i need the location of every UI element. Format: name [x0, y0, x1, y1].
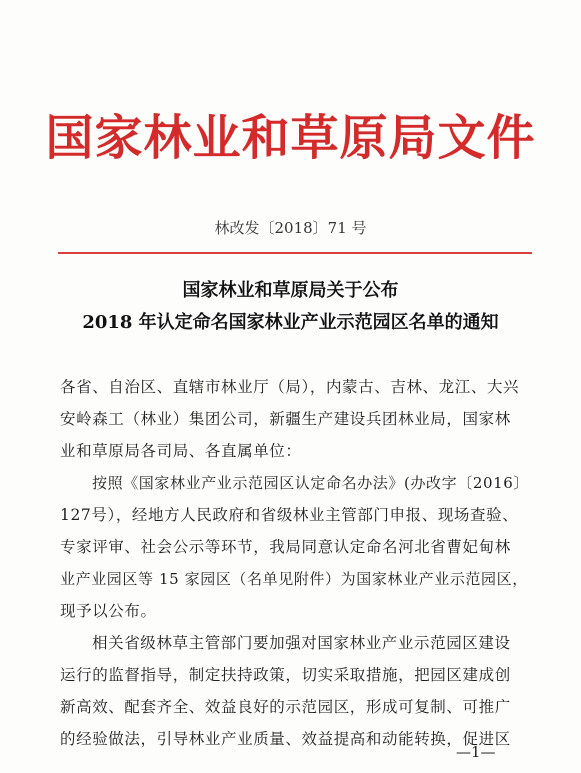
document-number: 林改发〔2018〕71 号: [214, 219, 367, 237]
notice-title-line-1: 国家林业和草原局关于公布: [182, 280, 399, 301]
red-divider-rule: [58, 252, 532, 254]
body-line: 专家评审、社会公示等环节，我局同意认定命名河北省曹妃甸林: [60, 538, 511, 556]
page-number: —1—: [456, 743, 496, 761]
body-line: 业产业园区等 15 家园区（名单见附件）为国家林业产业示范园区，: [60, 570, 528, 588]
body-line: 按照《国家林业产业示范园区认定命名办法》(办改字〔2016〕: [92, 474, 530, 492]
body-line: 现予以公布。: [60, 602, 157, 620]
body-line: 127号），经地方人民政府和省级林业主管部门申报、现场查验、: [60, 506, 519, 524]
body-line: 相关省级林草主管部门要加强对国家林业产业示范园区建设: [92, 634, 511, 652]
body-line: 的经验做法，引导林业产业质量、效益提高和动能转换，促进区: [60, 730, 511, 748]
body-line: 新高效、配套齐全、效益良好的示范园区，形成可复制、可推广: [60, 698, 511, 716]
body-line: 各省、自治区、直辖市林业厅（局），内蒙古、吉林、龙江、大兴: [60, 378, 520, 396]
notice-title-line-2: 2018 年认定命名国家林业产业示范园区名单的通知: [82, 312, 499, 333]
body-line: 运行的监督指导，制定扶持政策，切实采取措施，把园区建成创: [60, 666, 511, 684]
body-line: 安岭森工（林业）集团公司，新疆生产建设兵团林业局，国家林: [60, 410, 511, 428]
issuer-masthead: 国家林业和草原局文件: [45, 110, 536, 166]
body-line: 业和草原局各司局、各直属单位：: [60, 442, 302, 460]
